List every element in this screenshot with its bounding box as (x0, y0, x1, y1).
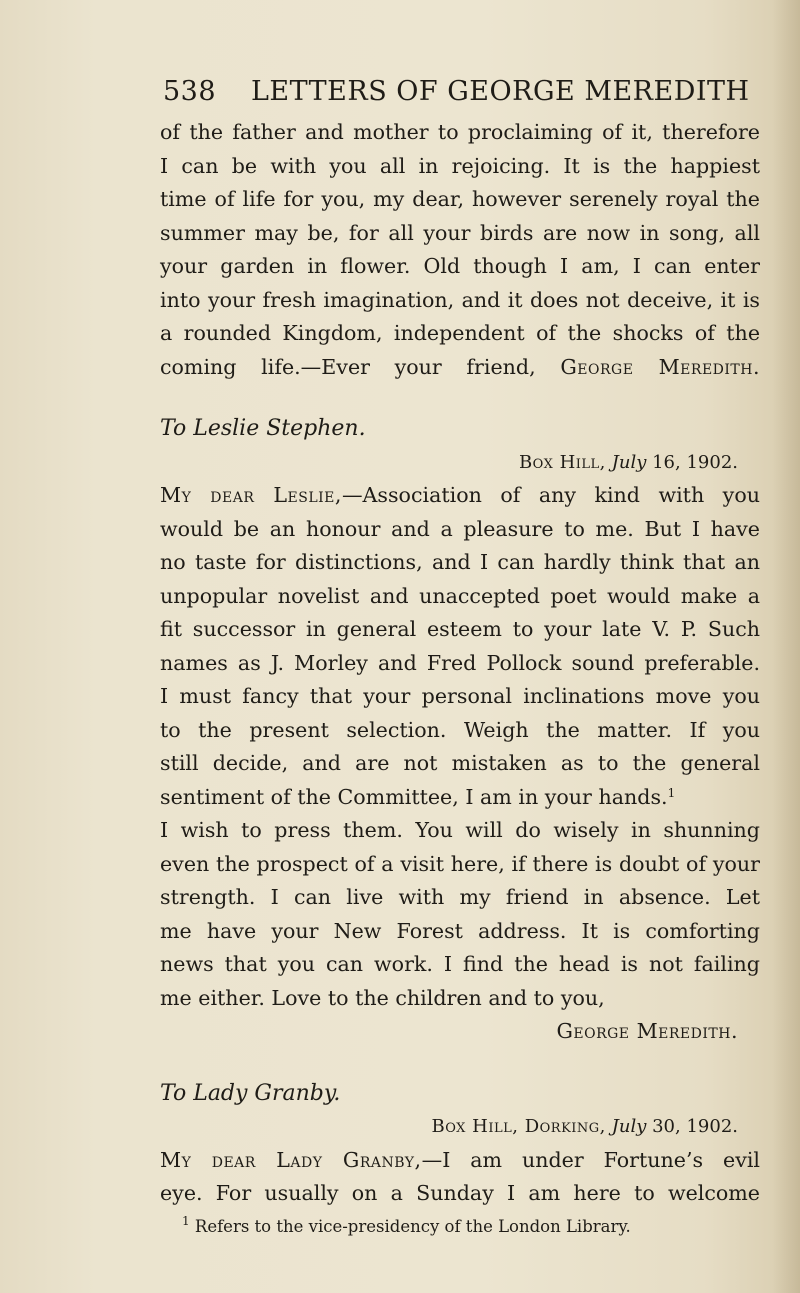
text-line: names as J. Morley and Fred Pollock sound preferable. (160, 650, 760, 675)
text-line-rest: —Association of any kind with you (341, 483, 760, 507)
text-line: I can be with you all in rejoicing. It is the happiest (160, 153, 760, 178)
text-line: I must fancy that your personal inclinations move you (160, 684, 760, 708)
text-line: no taste for distinctions, and I can hardly think that an (160, 550, 760, 574)
text-line-content: sentiment of the Committee, I am in your hands. (160, 784, 668, 809)
signature: George Meredith. (560, 354, 761, 379)
text-line: to the present selection. Weigh the matter. If you (160, 717, 760, 742)
text-line (160, 479, 760, 513)
text-line-closing (160, 351, 760, 385)
page-body (160, 116, 760, 1239)
text-line: a rounded Kingdom, independent of the shocks of the (160, 321, 760, 345)
text-line: even the prospect of a visit here, if there is doubt of your (160, 851, 760, 876)
running-head (163, 76, 750, 107)
letter-date: 16, 1902. (652, 451, 738, 473)
signature: George Meredith. (556, 1019, 738, 1043)
letter-date-month: July (611, 1116, 647, 1137)
text-line: strength. I can live with my friend in absence. Let (160, 885, 760, 909)
letter-place-date (160, 1110, 760, 1144)
text-line (160, 781, 760, 815)
running-title: LETTERS OF GEORGE MEREDITH (251, 76, 750, 107)
text-line: your garden in flower. Old though I am, I can enter (160, 254, 760, 278)
text-line: still decide, and are not mistaken as to the general (160, 751, 760, 775)
footnote-text: Refers to the vice-presidency of the London Library. (194, 1216, 631, 1236)
salutation: My dear Leslie, (160, 483, 342, 507)
footnote (160, 1215, 760, 1239)
text-line: would be an honour and a pleasure to me. But I have (160, 516, 760, 541)
letter-leslie-stephen (160, 412, 760, 1049)
text-line-rest: —I am under Fortune’s evil (421, 1147, 761, 1172)
text-line: news that you can work. I find the head is not failing (160, 952, 760, 976)
text-line: unpopular novelist and unaccepted poet would make a (160, 583, 760, 608)
letter-date-month: July (611, 451, 647, 473)
letter-date: 30, 1902. (652, 1116, 738, 1137)
letter-place-date (160, 446, 760, 480)
page-number: 538 (163, 76, 217, 107)
text-line: of the father and mother to proclaiming of it, therefore (160, 120, 760, 144)
text-line: I wish to press them. You will do wisely in shunning (160, 818, 760, 842)
text-line: eye. For usually on a Sunday I am here to welcome (160, 1181, 760, 1205)
text-line (160, 1144, 760, 1178)
letter-continuation (160, 116, 760, 384)
letter-lady-granby (160, 1077, 760, 1211)
text-line: me have your New Forest address. It is comforting (160, 918, 760, 943)
footnote-reference[interactable]: 1 (667, 785, 676, 800)
letter-place: Box Hill, Dorking, (431, 1116, 606, 1137)
closing-text: coming life.—Ever your friend, (160, 354, 536, 379)
letter-heading: To Lady Granby. (160, 1080, 341, 1106)
text-line: into your fresh imagination, and it does not deceive, it is (160, 287, 760, 312)
text-line: time of life for you, my dear, however serenely royal the (160, 187, 760, 211)
footnote-marker: 1 (182, 1213, 190, 1228)
text-line: fit successor in general esteem to your late V. P. Such (160, 617, 760, 641)
text-line: me either. Love to the children and to you, (160, 985, 605, 1010)
page-edge-shadow (772, 0, 800, 1293)
text-line: summer may be, for all your birds are now in song, all (160, 220, 760, 245)
letter-heading: To Leslie Stephen. (160, 416, 366, 441)
salutation: My dear Lady Granby, (160, 1147, 422, 1172)
letter-place: Box Hill, (518, 451, 606, 473)
